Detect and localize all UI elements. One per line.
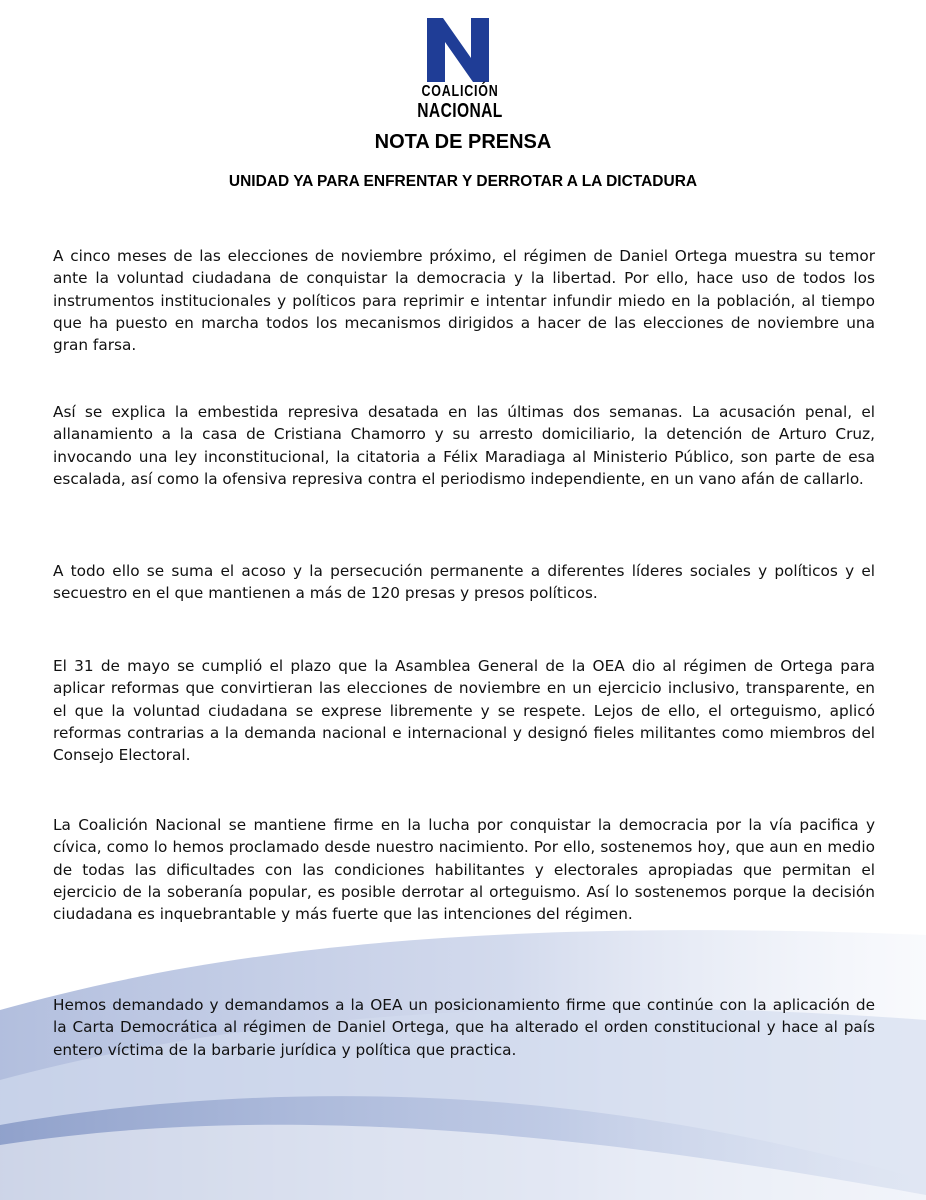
- logo-text-coalicion: COALICIÓN: [421, 83, 499, 100]
- paragraph-6: Hemos demandado y demandamos a la OEA un posicionamiento firme que continúe con la aplicación de la Carta Democrática al régimen de Daniel Ortega, que ha alterado el orden constitucional y hace al país entero víctima de la barbarie jurídica y política que practica.: [53, 996, 875, 1059]
- logo-n-mark: [427, 18, 489, 82]
- press-release-title: NOTA DE PRENSA: [374, 131, 552, 153]
- paragraph-3: A todo ello se suma el acoso y la persecución permanente a diferentes líderes sociales y políticos y el secuestro en el que mantienen a más de 120 presas y presos políticos.: [53, 562, 875, 603]
- press-release-subtitle: UNIDAD YA PARA ENFRENTAR Y DERROTAR A LA DICTADURA: [228, 173, 698, 190]
- paragraph-5: La Coalición Nacional se mantiene firme en la lucha por conquistar la democracia por la vía pacifica y cívica, como lo hemos proclamado desde nuestro nacimiento. Por ello, sostenemos hoy, que aun en medio de todas las dificultades con las condiciones habilitantes y electorales apropiadas que permitan el ejercicio de la soberanía popular, es posible derrotar al orteguismo. Así lo sostenemos porque la decisión ciudadana es inquebrantable y más fuerte que las intenciones del régimen.: [53, 816, 875, 924]
- paragraph-1: A cinco meses de las elecciones de noviembre próximo, el régimen de Daniel Ortega muestra su temor ante la voluntad ciudadana de conquistar la democracia y la libertad. Por ello, hace uso de todos los instrumentos institucionales y políticos para reprimir e intentar infundir miedo en la población, al tiempo que ha puesto en marcha todos los mecanismos dirigidos a hacer de las elecciones de noviembre una gran farsa.: [53, 247, 875, 355]
- logo-text-nacional: NACIONAL: [417, 100, 503, 122]
- coalicion-nacional-logo: [405, 14, 515, 122]
- paragraph-4: El 31 de mayo se cumplió el plazo que la Asamblea General de la OEA dio al régimen de Ortega para aplicar reformas que convirtieran las elecciones de noviembre en un ejercicio inclusivo, transparente, en el que la voluntad ciudadana se exprese libremente y se respete. Lejos de ello, el orteguismo, aplicó reformas contrarias a la demanda nacional e internacional y designó fieles militantes como miembros del Consejo Electoral.: [53, 657, 875, 765]
- paragraph-2: Así se explica la embestida represiva desatada en las últimas dos semanas. La acusación penal, el allanamiento a la casa de Cristiana Chamorro y su arresto domiciliario, la detención de Arturo Cruz, invocando una ley inconstitucional, la citatoria a Félix Maradiaga al Ministerio Público, son parte de esa escalada, así como la ofensiva represiva contra el periodismo independiente, en un vano afán de callarlo.: [53, 403, 875, 488]
